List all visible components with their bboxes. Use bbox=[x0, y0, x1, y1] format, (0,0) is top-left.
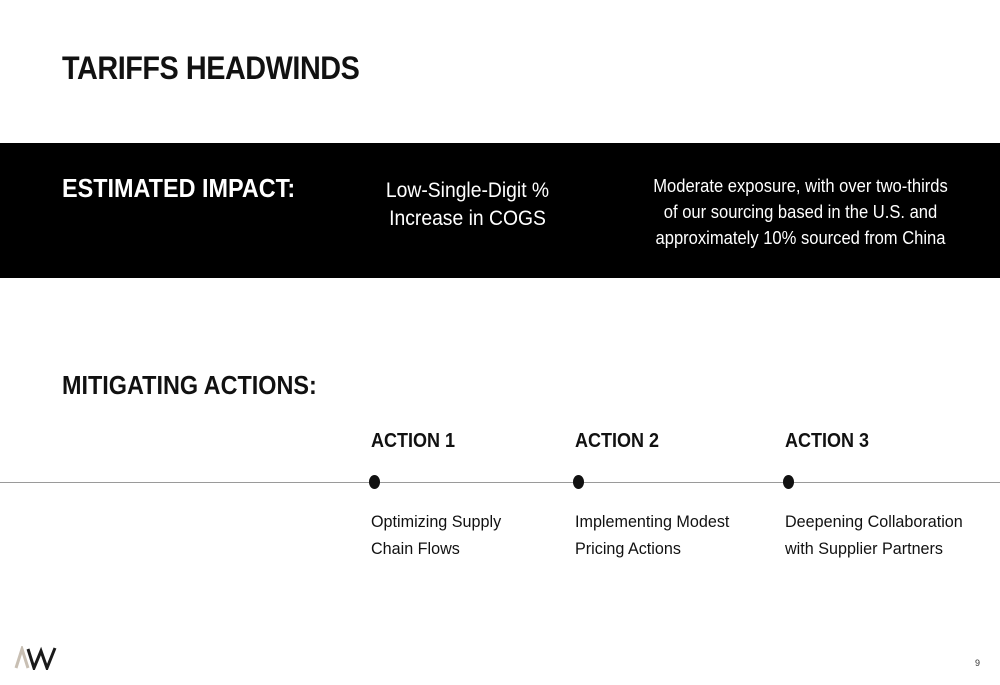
action-title: ACTION 2 bbox=[575, 430, 660, 452]
action-description bbox=[371, 508, 571, 562]
impact-detail-line: Moderate exposure, with over two-thirds bbox=[653, 176, 948, 196]
action-description bbox=[785, 508, 985, 562]
mitigating-actions-heading: MITIGATING ACTIONS: bbox=[62, 370, 317, 400]
action-description bbox=[575, 508, 775, 562]
estimated-impact-value bbox=[369, 177, 567, 233]
timeline-dot-icon bbox=[573, 475, 584, 489]
impact-detail-line: of our sourcing based in the U.S. and bbox=[663, 202, 938, 222]
action-description-line: Implementing Modest bbox=[575, 512, 730, 531]
action-description-line: Pricing Actions bbox=[575, 539, 681, 558]
action-item-2 bbox=[575, 430, 785, 558]
action-description-line: Optimizing Supply bbox=[371, 512, 502, 531]
action-description-line: with Supplier Partners bbox=[785, 539, 943, 558]
company-logo-icon bbox=[14, 646, 58, 670]
slide-title: TARIFFS HEADWINDS bbox=[62, 50, 360, 86]
logo-light-stroke bbox=[16, 649, 28, 668]
estimated-impact-band bbox=[0, 143, 1000, 278]
timeline-dot-icon bbox=[783, 475, 794, 489]
action-item-1 bbox=[371, 430, 581, 558]
action-title: ACTION 3 bbox=[785, 430, 870, 452]
impact-detail-line: approximately 10% sourced from China bbox=[655, 228, 946, 248]
page-number: 9 bbox=[974, 658, 980, 668]
action-item-3 bbox=[785, 430, 995, 558]
estimated-impact-label: ESTIMATED IMPACT: bbox=[62, 173, 296, 203]
action-title: ACTION 1 bbox=[371, 430, 456, 452]
estimated-impact-detail bbox=[633, 173, 969, 251]
action-description-line: Deepening Collaboration bbox=[785, 512, 963, 531]
timeline-line bbox=[0, 482, 1000, 483]
timeline-dot-icon bbox=[369, 475, 380, 489]
action-description-line: Chain Flows bbox=[371, 539, 460, 558]
impact-value-line: Low-Single-Digit % bbox=[385, 179, 550, 202]
impact-value-line: Increase in COGS bbox=[389, 207, 546, 230]
logo-dark-stroke bbox=[28, 648, 55, 668]
